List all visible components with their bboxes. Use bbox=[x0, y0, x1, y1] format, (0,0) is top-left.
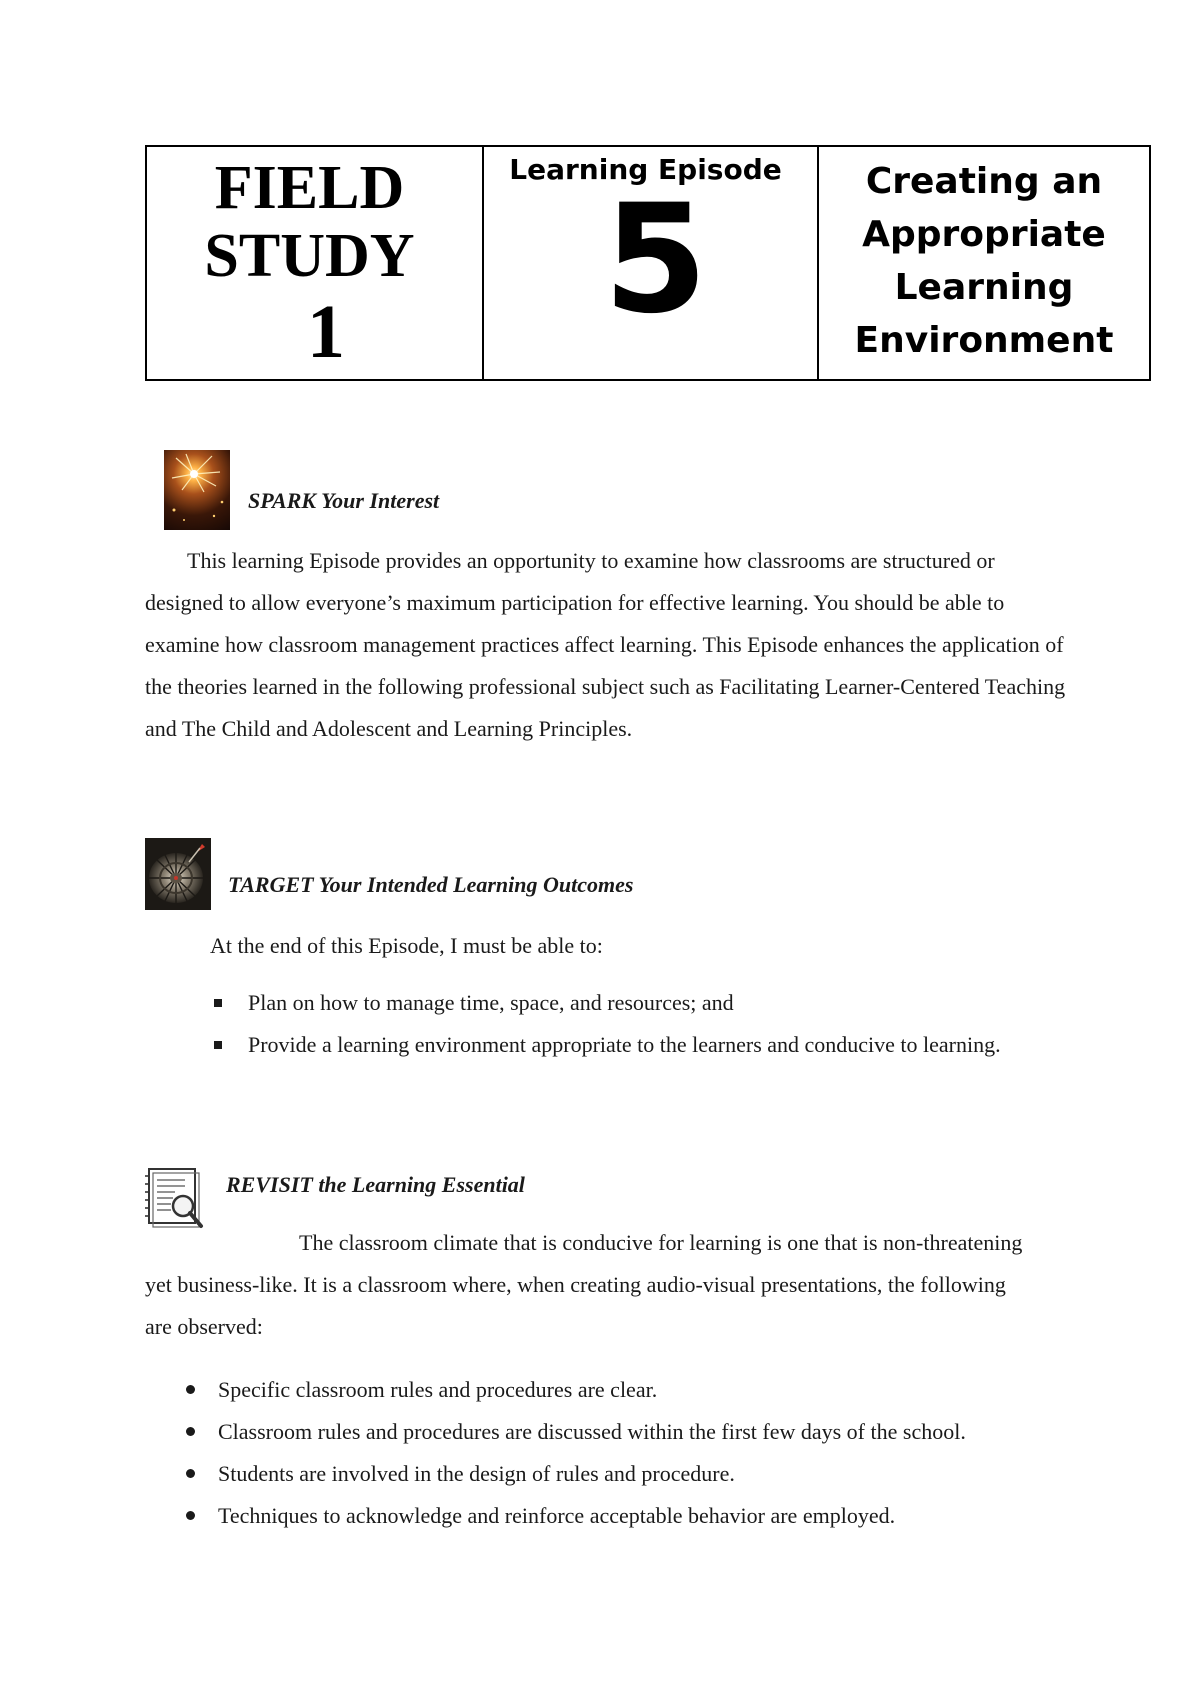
list-item-text: Specific classroom rules and procedures are clear. bbox=[218, 1377, 658, 1402]
episode-title-line: Creating an bbox=[865, 161, 1103, 202]
target-outcomes-list bbox=[210, 982, 1030, 1066]
round-bullet-icon bbox=[186, 1385, 195, 1394]
field-study-cell bbox=[147, 147, 482, 379]
target-intro: At the end of this Episode, I must be able to: bbox=[210, 933, 603, 958]
list-item bbox=[178, 1411, 1078, 1453]
revisit-observations-list bbox=[178, 1369, 1078, 1537]
square-bullet-icon bbox=[214, 1041, 222, 1049]
sparkler-photo-icon bbox=[164, 450, 230, 530]
episode-title-line: Environment bbox=[854, 320, 1114, 361]
field-study-number: 1 bbox=[307, 290, 345, 374]
list-item-text: Plan on how to manage time, space, and resources; and bbox=[248, 990, 734, 1015]
dartboard-photo-icon bbox=[145, 838, 211, 910]
field-study-line2: STUDY bbox=[204, 222, 415, 290]
episode-cell bbox=[482, 147, 817, 379]
list-item bbox=[210, 982, 1030, 1024]
field-study-line1: FIELD bbox=[214, 154, 405, 222]
list-item bbox=[178, 1369, 1078, 1411]
list-item-text: Provide a learning environment appropriate to the learners and conducive to learning. bbox=[248, 1032, 1001, 1057]
list-item-text: Techniques to acknowledge and reinforce acceptable behavior are employed. bbox=[218, 1503, 896, 1528]
square-bullet-icon bbox=[214, 999, 222, 1007]
header-table bbox=[145, 145, 1151, 381]
list-item-text: Students are involved in the design of rules and procedure. bbox=[218, 1461, 735, 1486]
round-bullet-icon bbox=[186, 1511, 195, 1520]
spark-heading: SPARK Your Interest bbox=[248, 488, 440, 513]
list-item-text: Classroom rules and procedures are discussed within the first few days of the school. bbox=[218, 1419, 966, 1444]
episode-label: Learning Episode bbox=[509, 153, 782, 186]
episode-title-line: Learning bbox=[894, 267, 1074, 308]
revisit-heading: REVISIT the Learning Essential bbox=[226, 1172, 525, 1197]
list-item bbox=[178, 1453, 1078, 1495]
round-bullet-icon bbox=[186, 1427, 195, 1436]
list-item bbox=[178, 1495, 1078, 1537]
revisit-paragraph: The classroom climate that is conducive for learning is one that is non-threatening yet business-like. It is a classroom where, when creating audio-visual presentations, the following are observed: bbox=[145, 1230, 1023, 1339]
spark-paragraph: This learning Episode provides an opportunity to examine how classrooms are structured or designed to allow everyone’s maximum participation for effective learning. You should be able to examine how classroom management practices affect learning. This Episode enhances the application of the theories learned in the following professional subject such as Facilitating Learner-Centered Teaching and The Child and Adolescent and Learning Principles. bbox=[145, 548, 1066, 741]
episode-title-line: Appropriate bbox=[862, 214, 1106, 255]
episode-number: 5 bbox=[603, 173, 708, 347]
episode-title bbox=[819, 155, 1149, 367]
target-heading: TARGET Your Intended Learning Outcomes bbox=[228, 872, 634, 897]
list-item bbox=[210, 1024, 1030, 1066]
episode-title-cell bbox=[817, 147, 1149, 379]
round-bullet-icon bbox=[186, 1469, 195, 1478]
